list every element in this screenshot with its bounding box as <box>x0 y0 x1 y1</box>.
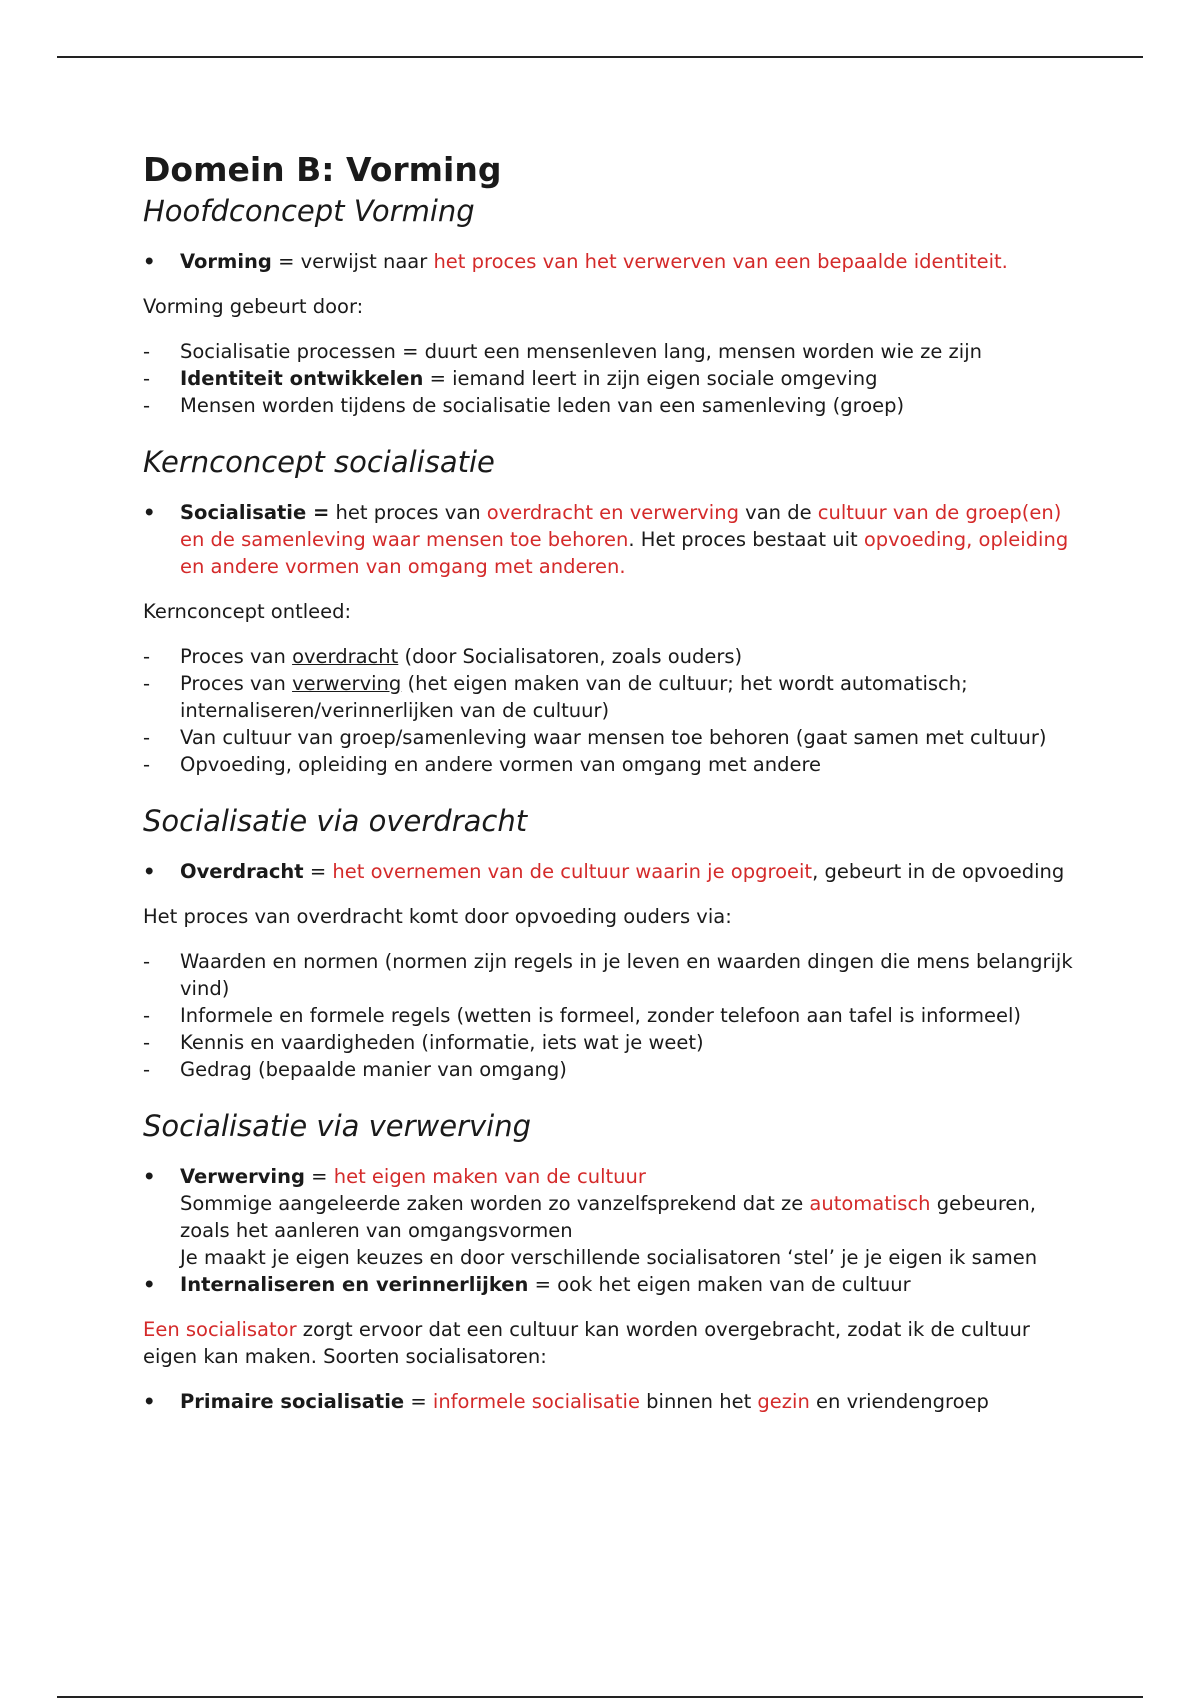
heading-hoofdconcept: Hoofdconcept Vorming <box>143 194 475 228</box>
list-item: - Van cultuur van groep/samenleving waar mensen toe behoren (gaat samen met cultuur) <box>143 724 1073 751</box>
overdracht-list <box>143 948 1073 1083</box>
bullet-primaire-socialisatie: • Primaire socialisatie = informele socialisatie binnen het gezin en vriendengroep <box>143 1388 1073 1415</box>
kernconcept-intro: Kernconcept ontleed: <box>143 600 352 623</box>
heading-kernconcept: Kernconcept socialisatie <box>143 445 495 479</box>
overdracht-intro: Het proces van overdracht komt door opvoeding ouders via: <box>143 905 732 928</box>
bullet-internaliseren: • Internaliseren en verinnerlijken = ook het eigen maken van de cultuur <box>143 1271 1073 1298</box>
hoofdconcept-bullets <box>143 248 1073 275</box>
list-item: - Proces van overdracht (door Socialisatoren, zoals ouders) <box>143 643 1073 670</box>
list-item: - Waarden en normen (normen zijn regels in je leven en waarden dingen die mens belangrijk vind) <box>143 948 1073 1002</box>
list-item: - Opvoeding, opleiding en andere vormen van omgang met andere <box>143 751 1073 778</box>
list-item: - Socialisatie processen = duurt een mensenleven lang, mensen worden wie ze zijn <box>143 338 1073 365</box>
list-item: - Kennis en vaardigheden (informatie, iets wat je weet) <box>143 1029 1073 1056</box>
verwerving-bullets <box>143 1163 1073 1298</box>
top-rule <box>57 56 1143 58</box>
socialisator-paragraph: Een socialisator zorgt ervoor dat een cultuur kan worden overgebracht, zodat ik de cultuur eigen kan maken. Soorten socialisatoren: <box>143 1318 1037 1368</box>
list-item: - Gedrag (bepaalde manier van omgang) <box>143 1056 1073 1083</box>
bullet-overdracht: • Overdracht = het overnemen van de cultuur waarin je opgroeit, gebeurt in de opvoeding <box>143 858 1073 885</box>
document-page <box>143 148 1073 1415</box>
bullet-socialisatie: • Socialisatie = het proces van overdracht en verwerving van de cultuur van de groep(en) en de samenleving waar mensen toe behoren. Het proces bestaat uit opvoeding, opleiding en andere vormen van omgang met anderen. <box>143 499 1073 580</box>
list-item: - Identiteit ontwikkelen = iemand leert in zijn eigen sociale omgeving <box>143 365 1073 392</box>
kernconcept-bullets <box>143 499 1073 580</box>
kernconcept-list <box>143 643 1073 778</box>
bottom-rule <box>57 1696 1143 1698</box>
verwerving-definition: • Verwerving = het eigen maken van de cultuur <box>180 1165 646 1188</box>
page-title: Domein B: Vorming <box>143 150 502 189</box>
list-item: - Informele en formele regels (wetten is formeel, zonder telefoon aan tafel is informeel) <box>143 1002 1073 1029</box>
heading-overdracht: Socialisatie via overdracht <box>143 804 528 838</box>
socialisatoren-bullets <box>143 1388 1073 1415</box>
overdracht-bullets <box>143 858 1073 885</box>
list-item: - Proces van verwerving (het eigen maken van de cultuur; het wordt automatisch; internaliseren/verinnerlijken van de cultuur) <box>143 670 1073 724</box>
bullet-verwerving <box>143 1163 1073 1271</box>
vorming-list <box>143 338 1073 419</box>
list-item: - Mensen worden tijdens de socialisatie leden van een samenleving (groep) <box>143 392 1073 419</box>
heading-verwerving: Socialisatie via verwerving <box>143 1109 532 1143</box>
verwerving-line-2: Sommige aangeleerde zaken worden zo vanzelfsprekend dat ze automatisch gebeuren, zoals het aanleren van omgangsvormen <box>180 1192 1043 1242</box>
verwerving-line-3: Je maakt je eigen keuzes en door verschillende socialisatoren ‘stel’ je je eigen ik samen <box>180 1246 1038 1269</box>
vorming-intro: Vorming gebeurt door: <box>143 295 364 318</box>
bullet-vorming: • Vorming = verwijst naar het proces van het verwerven van een bepaalde identiteit. <box>143 248 1073 275</box>
